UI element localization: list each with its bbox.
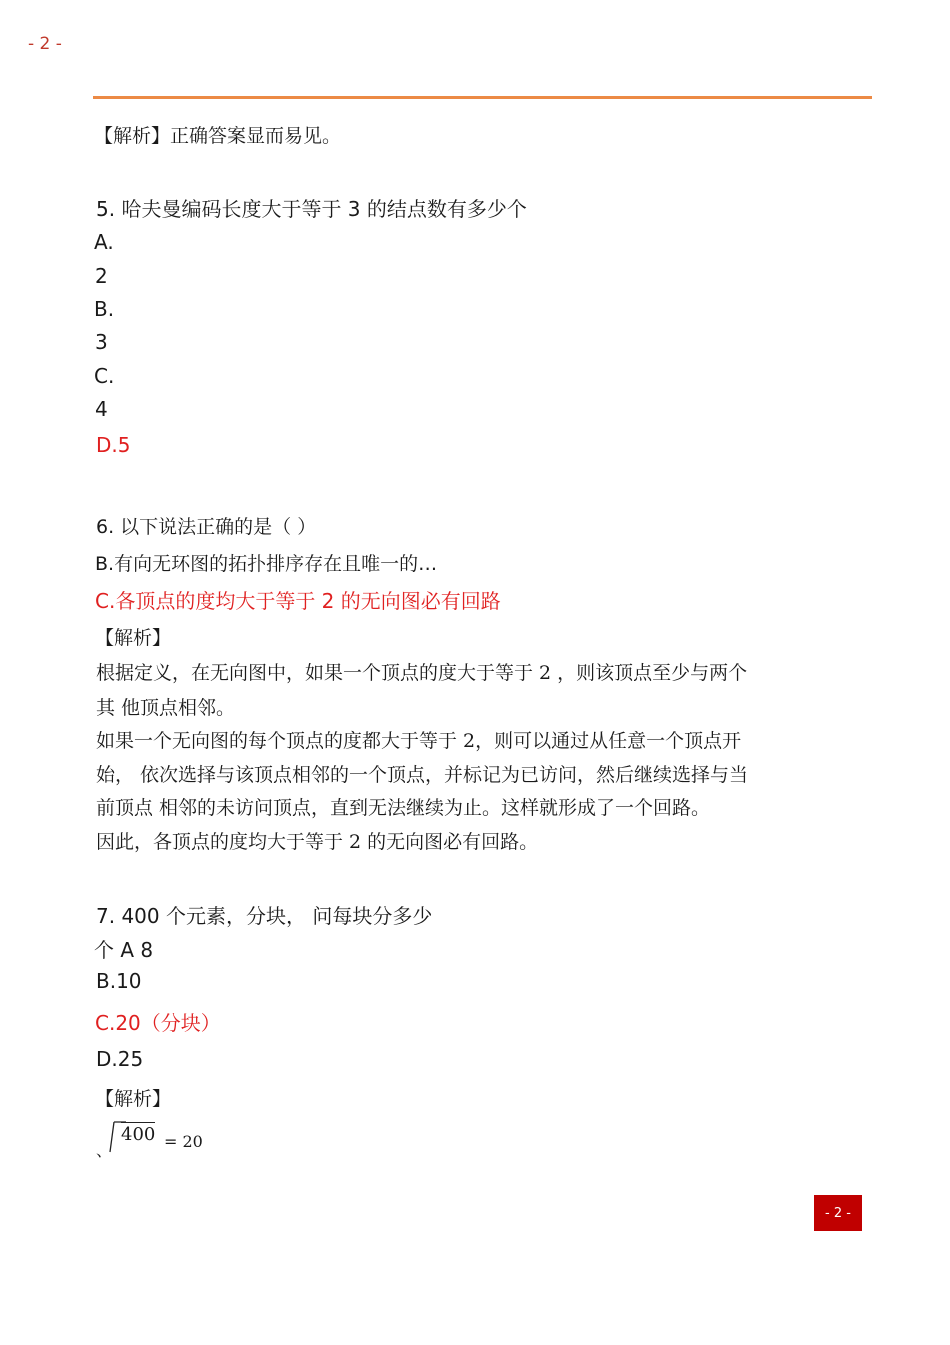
q6-analysis-line: 始， 依次选择与该顶点相邻的一个顶点，并标记为已访问，然后继续选择与当: [96, 764, 749, 786]
header-divider: [93, 96, 872, 99]
q5-line: B.: [94, 297, 115, 321]
q5-line: 4: [95, 397, 108, 421]
q6-analysis-line: 其 他顶点相邻。: [96, 697, 236, 719]
q7-answer: C.20（分块）: [95, 1011, 221, 1035]
q5-line: 3: [95, 330, 108, 354]
header-page-number: - 2 -: [28, 34, 62, 54]
q5-answer: D.5: [96, 433, 131, 457]
q6-analysis-line: 前顶点 相邻的未访问顶点，直到无法继续为止。这样就形成了一个回路。: [96, 797, 711, 819]
sqrt-formula: [96, 1118, 236, 1158]
q7-line-2: 个 A 8: [94, 938, 154, 962]
q6-question: 6. 以下说法正确的是（ ）: [96, 516, 317, 538]
footer-page-number: - 2 -: [814, 1195, 862, 1231]
q7-analysis-label: 【解析】: [95, 1088, 172, 1110]
q5-line: 2: [95, 264, 108, 288]
formula-radicand: 400: [121, 1124, 156, 1145]
previous-analysis: 【解析】正确答案显而易见。: [94, 125, 342, 147]
q6-analysis-label: 【解析】: [95, 627, 172, 649]
q6-answer: C.各顶点的度均大于等于 2 的无向图必有回路: [95, 589, 501, 613]
q6-analysis-line: 因此，各顶点的度均大于等于 2 的无向图必有回路。: [96, 831, 539, 853]
q7-option-b: B.10: [96, 969, 142, 993]
q6-option-b: B.有向无环图的拓扑排序存在且唯一的…: [95, 553, 438, 575]
formula-result: = 20: [164, 1132, 203, 1151]
q7-option-d: D.25: [96, 1047, 144, 1071]
q5-line: A.: [94, 230, 114, 254]
formula-prefix: 、: [96, 1141, 113, 1160]
q5-question: 5. 哈夫曼编码长度大于等于 3 的结点数有多少个: [96, 197, 527, 221]
q5-line: C.: [94, 364, 115, 388]
q6-analysis-line: 如果一个无向图的每个顶点的度都大于等于 2，则可以通过从任意一个顶点开: [96, 730, 742, 752]
q6-analysis-line: 根据定义，在无向图中，如果一个顶点的度大于等于 2 ，则该顶点至少与两个: [96, 662, 748, 684]
q7-question: 7. 400 个元素，分块， 问每块分多少: [96, 904, 433, 928]
